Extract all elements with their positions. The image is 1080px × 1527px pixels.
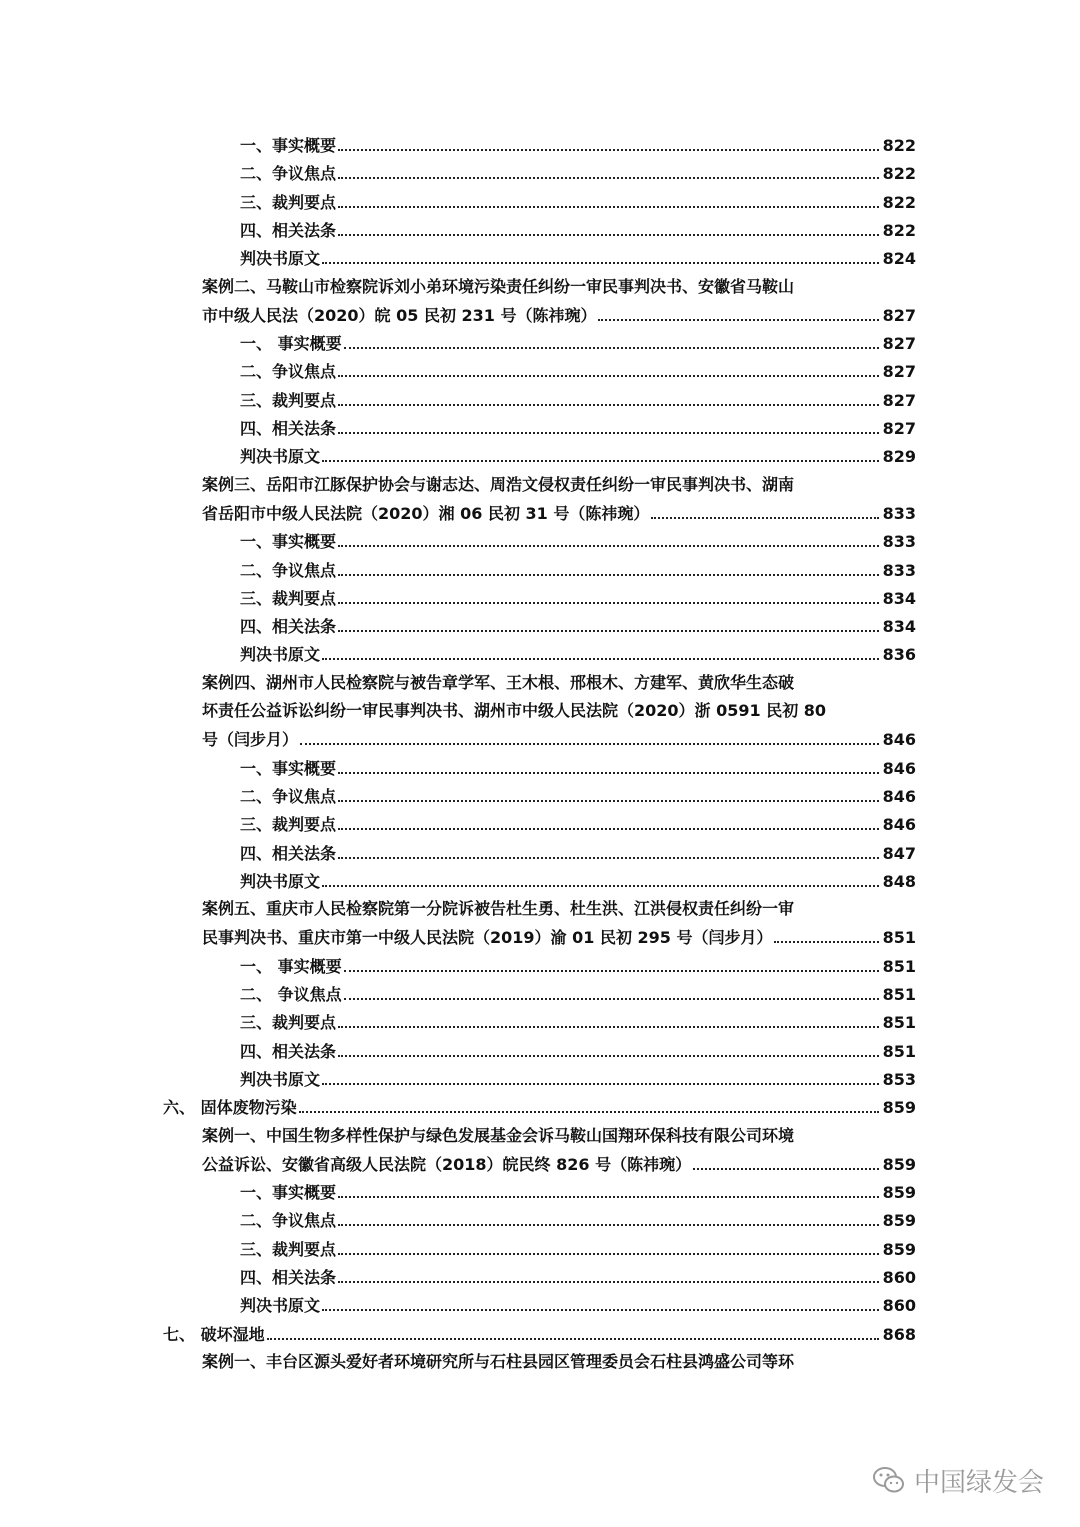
dot-leader bbox=[338, 840, 879, 859]
toc-entry-title: 一、事实概要 bbox=[240, 759, 337, 778]
toc-entry bbox=[240, 387, 916, 413]
watermark bbox=[872, 1460, 1044, 1500]
dot-leader bbox=[322, 868, 879, 887]
toc-entry-title: 二、 争议焦点 bbox=[240, 985, 342, 1004]
toc-entry-title: 四、相关法条 bbox=[240, 419, 337, 438]
toc-page-number: 851 bbox=[882, 985, 916, 1004]
toc-entry bbox=[240, 641, 916, 667]
toc-entry bbox=[163, 1094, 916, 1120]
toc-page-number: 859 bbox=[882, 1211, 916, 1230]
toc-entry-title: 判决书原文 bbox=[240, 872, 321, 891]
toc-entry bbox=[240, 1207, 916, 1233]
toc-entry bbox=[240, 217, 916, 243]
dot-leader bbox=[338, 613, 879, 632]
toc-page-number: 846 bbox=[882, 730, 916, 749]
dot-leader bbox=[338, 811, 879, 830]
toc-page-number: 836 bbox=[882, 645, 916, 664]
dot-leader bbox=[651, 500, 878, 519]
toc-entry-title: 二、争议焦点 bbox=[240, 787, 337, 806]
toc-entry-title: 一、事实概要 bbox=[240, 532, 337, 551]
toc-page-number: 827 bbox=[882, 306, 916, 325]
dot-leader bbox=[299, 1094, 879, 1113]
toc-entry bbox=[240, 245, 916, 271]
dot-leader bbox=[344, 330, 879, 349]
toc-page-number: 859 bbox=[882, 1183, 916, 1202]
toc-entry-title: 案例一、丰台区源头爱好者环境研究所与石柱县园区管理委员会石柱县鸿盛公司等环 bbox=[202, 1352, 795, 1371]
toc-entry bbox=[240, 1066, 916, 1092]
dot-leader bbox=[598, 302, 878, 321]
toc-entry bbox=[240, 1292, 916, 1318]
toc-entry bbox=[240, 160, 916, 186]
toc-entry-title: 案例四、湖州市人民检察院与被告章学军、王木根、邢根木、方建军、黄欣华生态破 bbox=[202, 673, 795, 692]
toc-entry-continuation bbox=[202, 1349, 916, 1375]
toc-page-number: 851 bbox=[882, 1013, 916, 1032]
toc-page-number: 822 bbox=[882, 136, 916, 155]
toc-page-number: 851 bbox=[882, 1042, 916, 1061]
toc-page-number: 860 bbox=[882, 1268, 916, 1287]
toc-entry bbox=[202, 726, 916, 752]
toc-page-number: 822 bbox=[882, 221, 916, 240]
toc-page-number: 853 bbox=[882, 1070, 916, 1089]
toc-entry-continuation bbox=[202, 1123, 916, 1149]
toc-entry bbox=[240, 613, 916, 639]
toc-entry-title: 六、 固体废物污染 bbox=[163, 1098, 297, 1117]
toc-entry-continuation bbox=[202, 472, 916, 498]
toc-entry bbox=[240, 981, 916, 1007]
toc-entry bbox=[240, 189, 916, 215]
toc-entry-title: 民事判决书、重庆市第一中级人民法院（2019）渝 01 民初 295 号（闫步月） bbox=[202, 928, 773, 947]
toc-entry-title: 三、裁判要点 bbox=[240, 589, 337, 608]
dot-leader bbox=[338, 189, 879, 208]
dot-leader bbox=[338, 528, 879, 547]
toc-entry-title: 三、裁判要点 bbox=[240, 193, 337, 212]
wechat-icon bbox=[872, 1465, 906, 1495]
toc-entry-title: 一、 事实概要 bbox=[240, 334, 342, 353]
toc-entry bbox=[163, 1321, 916, 1347]
toc-entry-continuation bbox=[202, 698, 916, 724]
toc-entry-title: 省岳阳市中级人民法院（2020）湘 06 民初 31 号（陈祎琬） bbox=[202, 504, 650, 523]
toc-entry-title: 一、 事实概要 bbox=[240, 957, 342, 976]
toc-entry bbox=[240, 868, 916, 894]
toc-page-number: 848 bbox=[882, 872, 916, 891]
toc-entry-title: 公益诉讼、安徽省高级人民法院（2018）皖民终 826 号（陈祎琬） bbox=[202, 1155, 692, 1174]
toc-entry bbox=[240, 755, 916, 781]
toc-entry-title: 二、争议焦点 bbox=[240, 362, 337, 381]
toc-entry bbox=[202, 302, 916, 328]
dot-leader bbox=[344, 981, 879, 1000]
toc-entry-title: 四、相关法条 bbox=[240, 1268, 337, 1287]
toc-page-number: 827 bbox=[882, 362, 916, 381]
dot-leader bbox=[338, 415, 879, 434]
toc-entry-title: 号（闫步月） bbox=[202, 730, 299, 749]
toc-entry bbox=[240, 840, 916, 866]
toc-page-number: 827 bbox=[882, 334, 916, 353]
toc-entry-title: 四、相关法条 bbox=[240, 617, 337, 636]
toc-entry bbox=[240, 132, 916, 158]
dot-leader bbox=[338, 783, 879, 802]
dot-leader bbox=[322, 1292, 879, 1311]
toc-entry-title: 案例三、岳阳市江豚保护协会与谢志达、周浩文侵权责任纠纷一审民事判决书、湖南 bbox=[202, 475, 795, 494]
toc-entry bbox=[240, 1264, 916, 1290]
toc-entry-title: 判决书原文 bbox=[240, 645, 321, 664]
toc-entry-title: 四、相关法条 bbox=[240, 844, 337, 863]
dot-leader bbox=[338, 1009, 879, 1028]
dot-leader bbox=[322, 443, 879, 462]
dot-leader bbox=[338, 755, 879, 774]
toc-entry bbox=[240, 330, 916, 356]
toc-entry-title: 案例二、马鞍山市检察院诉刘小弟环境污染责任纠纷一审民事判决书、安徽省马鞍山 bbox=[202, 277, 795, 296]
toc-page-number: 833 bbox=[882, 504, 916, 523]
dot-leader bbox=[338, 217, 879, 236]
dot-leader bbox=[338, 132, 879, 151]
toc-entry bbox=[240, 415, 916, 441]
dot-leader bbox=[338, 387, 879, 406]
toc-entry bbox=[240, 811, 916, 837]
toc-page-number: 827 bbox=[882, 391, 916, 410]
toc-entry bbox=[240, 1179, 916, 1205]
toc-entry-title: 四、相关法条 bbox=[240, 1042, 337, 1061]
toc-page-number: 822 bbox=[882, 164, 916, 183]
toc-entry-title: 坏责任公益诉讼纠纷一审民事判决书、湖州市中级人民法院（2020）浙 0591 民初 80 bbox=[202, 701, 827, 720]
toc-entry-title: 案例一、中国生物多样性保护与绿色发展基金会诉马鞍山国翔环保科技有限公司环境 bbox=[202, 1126, 795, 1145]
dot-leader bbox=[300, 726, 879, 745]
toc-page-number: 833 bbox=[882, 561, 916, 580]
toc-entry-title: 判决书原文 bbox=[240, 1070, 321, 1089]
toc-page-number: 847 bbox=[882, 844, 916, 863]
toc-entry bbox=[240, 443, 916, 469]
toc-page-number: 824 bbox=[882, 249, 916, 268]
dot-leader bbox=[322, 245, 879, 264]
dot-leader bbox=[338, 358, 879, 377]
toc-entry-title: 三、裁判要点 bbox=[240, 391, 337, 410]
toc-entry-title: 二、争议焦点 bbox=[240, 561, 337, 580]
toc-entry-title: 二、争议焦点 bbox=[240, 164, 337, 183]
dot-leader bbox=[338, 1236, 879, 1255]
toc-entry bbox=[202, 500, 916, 526]
toc-page-number: 834 bbox=[882, 617, 916, 636]
toc-page-number: 859 bbox=[882, 1155, 916, 1174]
toc-entry bbox=[240, 1009, 916, 1035]
toc-page-number: 834 bbox=[882, 589, 916, 608]
dot-leader bbox=[338, 160, 879, 179]
toc-page-number: 846 bbox=[882, 815, 916, 834]
toc-entry-title: 四、相关法条 bbox=[240, 221, 337, 240]
dot-leader bbox=[338, 1038, 879, 1057]
toc-page-number: 851 bbox=[882, 928, 916, 947]
toc-page-number: 868 bbox=[882, 1325, 916, 1344]
toc-entry-title: 二、争议焦点 bbox=[240, 1211, 337, 1230]
toc-entry bbox=[240, 585, 916, 611]
toc-entry-continuation bbox=[202, 896, 916, 922]
toc-entry-title: 市中级人民法（2020）皖 05 民初 231 号（陈祎琬） bbox=[202, 306, 597, 325]
dot-leader bbox=[338, 1179, 879, 1198]
dot-leader bbox=[338, 585, 879, 604]
toc-page-number: 859 bbox=[882, 1098, 916, 1117]
toc-entry bbox=[240, 528, 916, 554]
toc-entry-title: 三、裁判要点 bbox=[240, 815, 337, 834]
toc-entry-title: 一、事实概要 bbox=[240, 136, 337, 155]
toc-entry-title: 三、裁判要点 bbox=[240, 1013, 337, 1032]
toc-entry bbox=[240, 358, 916, 384]
dot-leader bbox=[322, 641, 879, 660]
dot-leader bbox=[693, 1151, 879, 1170]
toc-page-number: 859 bbox=[882, 1240, 916, 1259]
toc-entry-title: 一、事实概要 bbox=[240, 1183, 337, 1202]
toc-entry-title: 案例五、重庆市人民检察院第一分院诉被告杜生勇、杜生洪、江洪侵权责任纠纷一审 bbox=[202, 899, 795, 918]
toc-entry bbox=[240, 953, 916, 979]
dot-leader bbox=[338, 557, 879, 576]
toc-entry bbox=[240, 557, 916, 583]
toc-entry bbox=[240, 783, 916, 809]
dot-leader bbox=[338, 1264, 879, 1283]
dot-leader bbox=[322, 1066, 879, 1085]
toc-entry bbox=[202, 1151, 916, 1177]
toc-entry bbox=[240, 1038, 916, 1064]
toc-entry bbox=[202, 924, 916, 950]
toc-page-number: 822 bbox=[882, 193, 916, 212]
toc-entry-title: 七、 破坏湿地 bbox=[163, 1325, 265, 1344]
toc-page-number: 851 bbox=[882, 957, 916, 976]
toc-entry-continuation bbox=[202, 670, 916, 696]
toc-page-number: 860 bbox=[882, 1296, 916, 1315]
toc-page-number: 827 bbox=[882, 419, 916, 438]
toc-entry-continuation bbox=[202, 274, 916, 300]
dot-leader bbox=[344, 953, 879, 972]
dot-leader bbox=[338, 1207, 879, 1226]
toc-page-number: 829 bbox=[882, 447, 916, 466]
toc-page-number: 833 bbox=[882, 532, 916, 551]
toc-entry-title: 判决书原文 bbox=[240, 1296, 321, 1315]
toc-page-number: 846 bbox=[882, 787, 916, 806]
toc-entry-title: 判决书原文 bbox=[240, 249, 321, 268]
toc-entry-title: 判决书原文 bbox=[240, 447, 321, 466]
toc-page-number: 846 bbox=[882, 759, 916, 778]
toc-entry-title: 三、裁判要点 bbox=[240, 1240, 337, 1259]
watermark-text: 中国绿发会 bbox=[914, 1467, 1045, 1498]
dot-leader bbox=[267, 1321, 879, 1340]
dot-leader bbox=[774, 924, 878, 943]
toc-entry bbox=[240, 1236, 916, 1262]
